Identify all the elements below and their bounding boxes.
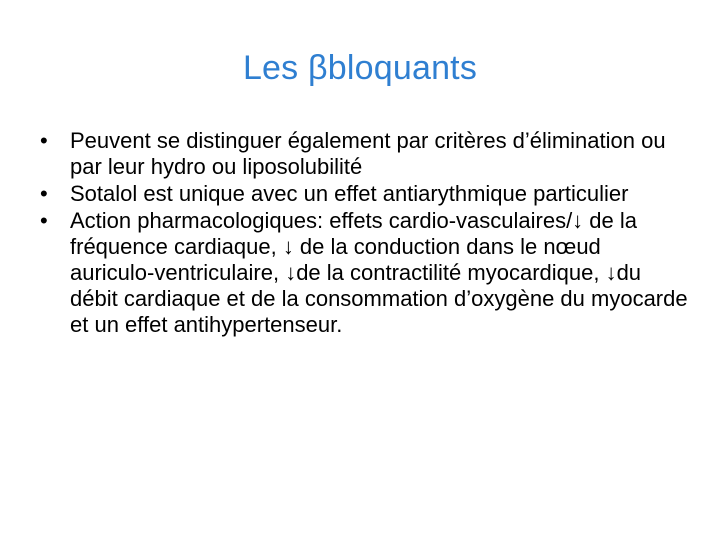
bullet-marker: • [40,208,48,233]
bullet-marker: • [40,181,48,206]
bullet-text: Sotalol est unique avec un effet antiarythmique particulier [70,181,629,206]
bullet-list [40,128,690,339]
bullet-item [40,181,690,207]
bullet-item [40,128,690,180]
bullet-marker: • [40,128,48,153]
bullet-item [40,208,690,338]
bullet-text: Peuvent se distinguer également par critères d’élimination ou par leur hydro ou liposolubilité [70,128,666,179]
slide-title: Les βbloquants [242,49,478,87]
bullet-text: Action pharmacologiques: effets cardio-vasculaires/↓ de la fréquence cardiaque, ↓ de la conduction dans le nœud auriculo-ventriculaire, ↓de la contractilité myocardique, ↓du débit cardiaque et de la consommation d’oxygène du myocarde et un effet antihypertenseur. [70,208,688,337]
